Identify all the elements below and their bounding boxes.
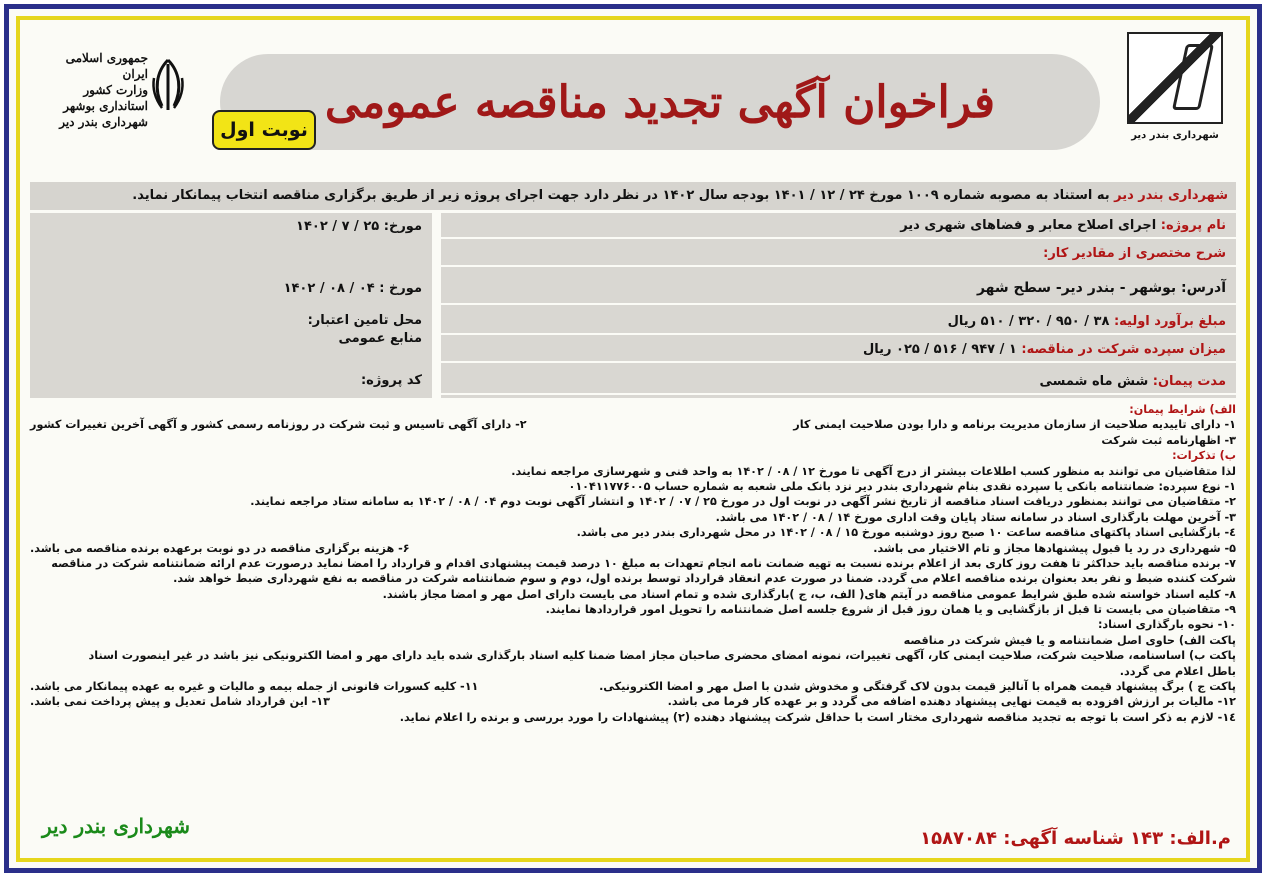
deposit-label: میزان سپرده شرکت در مناقصه:: [1021, 342, 1226, 357]
duration-row: [441, 369, 1236, 395]
date-first-round: مورخ: ۲۵ / ۷ / ۱۴۰۲: [296, 219, 422, 234]
notes-row: [30, 679, 1236, 694]
notes-row: [30, 694, 1236, 709]
logo-caption: شهرداری بندر دیر: [1131, 130, 1219, 141]
note-item: شرکت کننده ضبط و نفر بعد بعنوان برنده مناقصه اعلام می گردد. ضمنا در صورت عدم انعقاد قرارداد توسط برنده اول، دوم و سوم ضمانتنامه شرکت در مناقصه به نفع شهرداری ضبط خواهد شد.: [173, 572, 1236, 586]
scope-row: [441, 241, 1236, 267]
envelope-item: باطل اعلام می گردد.: [1119, 664, 1236, 678]
round-badge: نوبت اول: [212, 110, 316, 150]
note-item: ۱۱- کلیه کسورات قانونی از جمله بیمه و مالیات و غیره به عهده پیمانکار می باشد.: [30, 680, 479, 694]
note-item: ۱- نوع سپرده: ضمانتنامه بانکی یا سپرده نقدی بنام شهرداری بندر دیر نزد بانک ملی شعبه به شماره حساب ۰۱۰۴۱۱۷۷۶۰۰۵: [568, 479, 1236, 493]
project-meta: [30, 213, 432, 398]
note-item: ۵- شهرداری در رد یا قبول پیشنهادها مجاز و تام الاختیار می باشد.: [873, 541, 1236, 555]
condition-item: ۲- دارای آگهی تاسیس و ثبت شرکت در روزنامه رسمی کشور و آگهی آخرین تغییرات کشور: [30, 418, 527, 432]
duration-label: مدت پیمان:: [1152, 374, 1226, 389]
page-title: فراخوان آگهی تجدید مناقصه عمومی: [324, 76, 996, 128]
note-item: ۹- متقاضیان می بایست تا قبل از بازگشایی و یا همان روز قبل از شروع جلسه اصل ضمانتنامه را تحویل امور قراردادها نمایند.: [545, 603, 1236, 617]
ministry-line: شهرداری بندر دیر: [59, 115, 148, 129]
logo-mark-icon: [1127, 32, 1223, 124]
iran-emblem-icon: [148, 56, 188, 114]
condition-item: ۱- دارای تاییدیه صلاحیت از سازمان مدیریت برنامه و دارا بودن صلاحیت ایمنی کار: [793, 418, 1236, 432]
note-item: لذا متقاضیان می توانند به منظور کسب اطلاعات بیشتر از درج آگهی تا مورخ ۱۲ / ۰۸ / ۱۴۰۲ به واحد فنی و شهرسازی مراجعه نمایند.: [511, 464, 1236, 478]
signature: شهرداری بندر دیر: [42, 814, 190, 838]
funding-value: منابع عمومی: [338, 331, 422, 346]
ministry-lines: [44, 50, 148, 130]
envelope-item: پاکت ج ) برگ پیشنهاد قیمت همراه با آنالیز قیمت بدون لاک گرفتگی و مخدوش شدن با اصل مهر و امضا الکترونیکی.: [599, 680, 1236, 694]
note-item: ۱۰- نحوه بارگذاری اسناد:: [1097, 618, 1236, 632]
title-banner: [220, 54, 1100, 150]
deposit-value: ۱ / ۹۴۷ / ۵۱۶ / ۰۲۵ ریال: [862, 342, 1017, 357]
project-name-value: اجرای اصلاح معابر و فضاهای شهری دیر: [900, 218, 1157, 233]
notes-title: ب) تذکرات:: [1172, 449, 1236, 463]
project-details: [441, 213, 1236, 398]
notes-row: [30, 541, 1236, 556]
note-item: ٤- بازگشایی اسناد پاکتهای مناقصه ساعت ۱۰ صبح روز دوشنبه مورخ ۱۵ / ۰۸ / ۱۴۰۲ در محل شهرداری بندر دیر می باشد.: [576, 526, 1236, 540]
envelope-item: پاکت ب) اساسنامه، صلاحیت شرکت، صلاحیت ایمنی کار، آگهی تغییرات، نمونه امضای محضری صاحبان مجاز امضا ضمنا کلیه اسناد بارگذاری شده باید دارای مهر و امضا الکترونیکی نیز باشد در غیر اینصورت اسناد: [88, 649, 1236, 663]
municipality-logo: [1120, 32, 1230, 162]
envelope-item: پاکت الف) حاوی اصل ضمانتنامه و یا فیش شرکت در مناقصه: [903, 633, 1236, 647]
date-second-round: مورخ : ۰۴ / ۰۸ / ۱۴۰۲: [283, 281, 422, 296]
address-row: [441, 275, 1236, 305]
note-item: ۱٤- لازم به ذکر است با توجه به تجدید مناقصه شهرداری مختار است با حداقل شرکت پیشنهاد دهنده (۲) پیشنهادات را مورد بررسی و برنده را اعلام نماید.: [399, 710, 1236, 724]
condition-item: ۳- اظهارنامه ثبت شرکت: [1101, 433, 1236, 447]
project-code-label: کد پروژه:: [360, 373, 422, 388]
intro-text: به استناد به مصوبه شماره ۱۰۰۹ مورخ ۲۴ / ۱۲ / ۱۴۰۱ بودجه سال ۱۴۰۲ در نظر دارد جهت اجرای پروژه زیر از طریق برگزاری مناقصه انتخاب پیمانکار نماید.: [132, 188, 1115, 203]
project-name-label: نام پروژه:: [1160, 218, 1226, 233]
project-info: [30, 213, 1236, 398]
scope-label: شرح مختصری از مقادیر کار:: [1043, 246, 1226, 261]
intro-org: شهرداری بندر دیر: [1114, 188, 1228, 203]
ad-code: م.الف: ۱۴۳ شناسه آگهی: ۱۵۸۷۰۸۴: [920, 828, 1231, 849]
conditions-row: [30, 417, 1236, 432]
note-item: ۷- برنده مناقصه باید حداکثر تا هفت روز کاری بعد از اعلام برنده نسبت به تهیه ضمانت نامه انجام تعهدات به مبلغ ۱۰ درصد قیمت پیشنهادی اقدام و قرارداد را امضا نماید درصورت عدم ارائه ضمانتنامه شرکت در مناقصه: [51, 556, 1236, 570]
ministry-line: وزارت کشور: [83, 83, 148, 97]
note-item: ۲- متقاضیان می توانند بمنظور دریافت اسناد مناقصه از تاریخ نشر آگهی در نوبت اول در مورخ ۲۵ / ۰۷ / ۱۴۰۲ و انتشار آگهی نوبت دوم ۰۴ / ۰۸ / ۱۴۰۲ به سامانه ستاد مراجعه نمایند.: [250, 495, 1236, 509]
address-value: آدرس: بوشهر - بندر دیر- سطح شهر: [976, 280, 1226, 296]
estimate-value: ۳۸ / ۹۵۰ / ۳۲۰ / ۵۱۰ ریال: [947, 314, 1110, 329]
estimate-label: مبلغ برآورد اولیه:: [1113, 314, 1226, 329]
deposit-row: [441, 337, 1236, 363]
estimate-row: [441, 309, 1236, 335]
note-item: ۱۲- مالیات بر ارزش افزوده به قیمت نهایی پیشنهاد دهنده اضافه می گردد و بر عهده کار فرما می باشد.: [667, 695, 1236, 709]
intro-line: [30, 182, 1236, 210]
note-item: ۱۳- این قرارداد شامل تعدیل و پیش پرداخت نمی باشد.: [30, 695, 330, 709]
tender-body: [30, 402, 1236, 822]
project-name-row: [441, 213, 1236, 239]
note-item: ۶- هزینه برگزاری مناقصه در دو نوبت برعهده برنده مناقصه می باشد.: [30, 541, 410, 555]
note-item: ۳- آخرین مهلت بارگذاری اسناد در سامانه ستاد پایان وقت اداری مورخ ۱۴ / ۰۸ / ۱۴۰۲ می باشد.: [715, 510, 1236, 524]
duration-value: شش ماه شمسی: [1039, 374, 1149, 389]
ministry-line: استانداری بوشهر: [63, 99, 148, 113]
conditions-title: الف) شرایط پیمان:: [1129, 403, 1236, 416]
funding-label: محل تامین اعتبار:: [307, 313, 422, 328]
note-item: ۸- کلیه اسناد خواسته شده طبق شرایط عمومی مناقصه در آیتم های( الف، ب، ج )بارگذاری شده و تمام اسناد می بایست دارای اصل مهر و امضا مجاز باشند.: [382, 587, 1236, 601]
header: [30, 28, 1236, 178]
ministry-line: جمهوری اسلامی ایران: [65, 51, 148, 81]
